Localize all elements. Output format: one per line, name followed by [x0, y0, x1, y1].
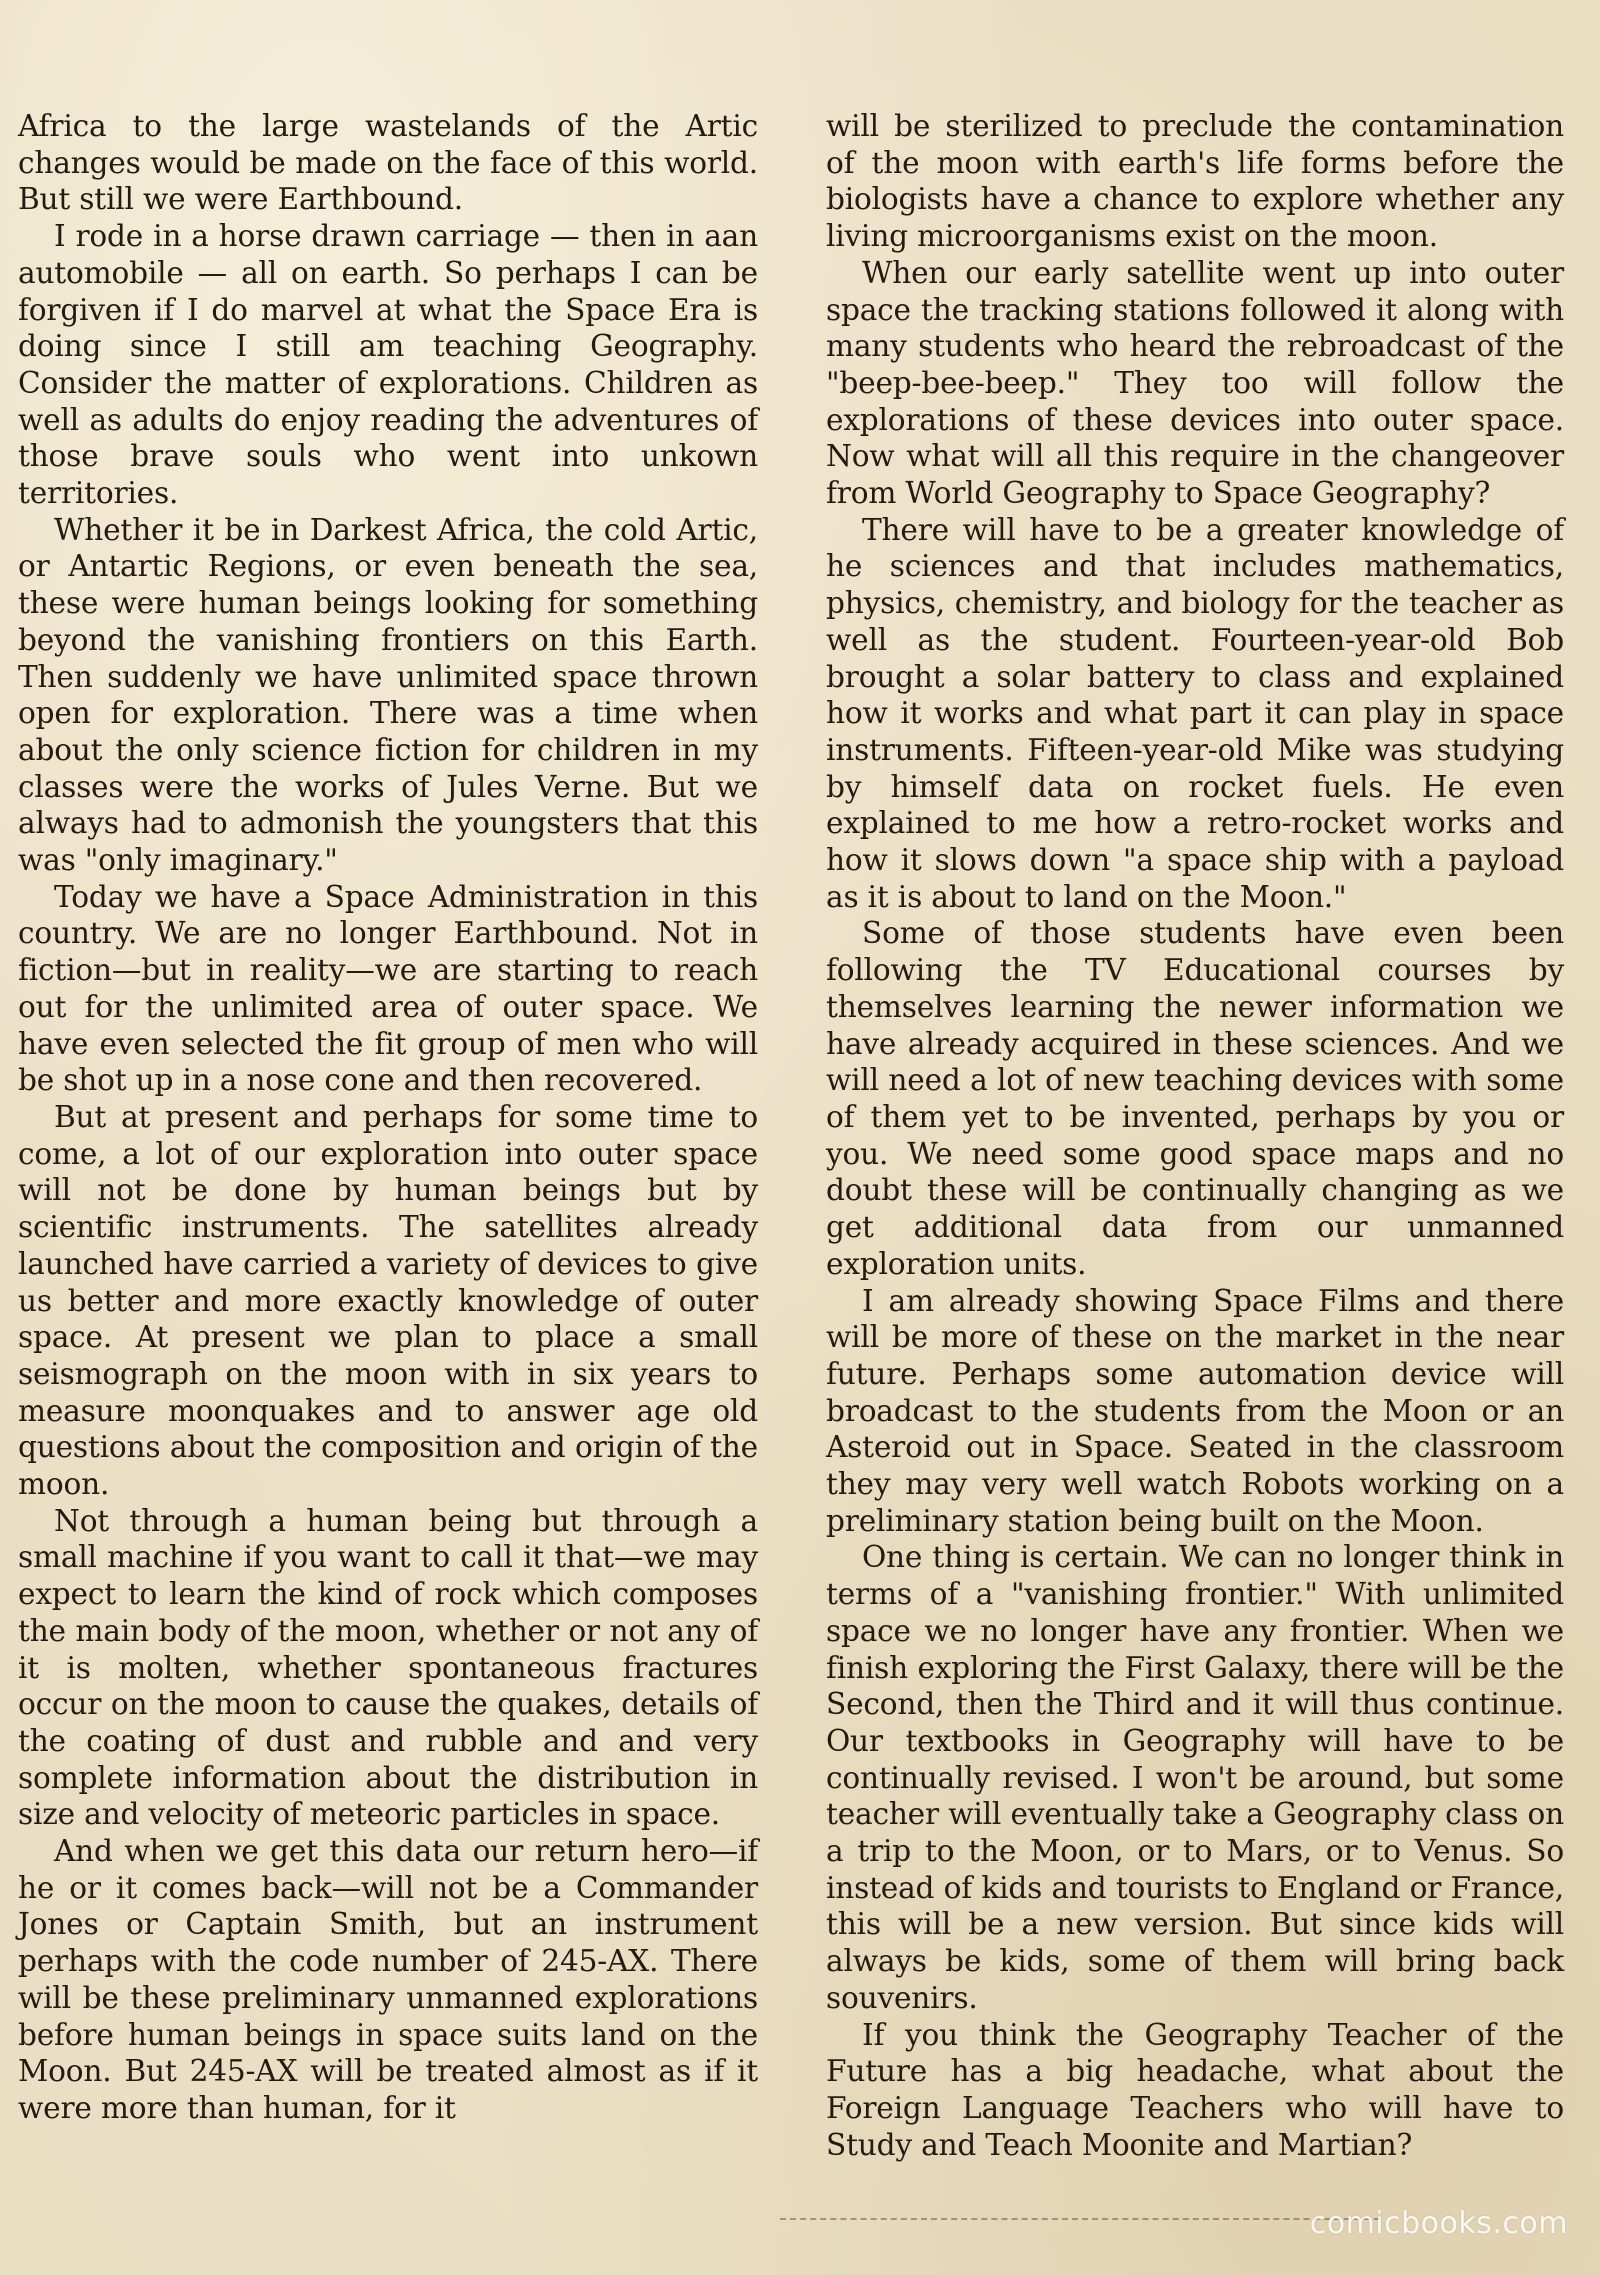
paragraph: When our early satellite went up into outer space the tracking stations followed it along with many students who heard the rebroadcast of the "beep-bee-beep." They too will follow the explorations of these devices into outer space. Now what will all this require in the changeover from World Geography to Space Geography?: [826, 255, 1564, 511]
paragraph: One thing is certain. We can no longer think in terms of a "vanishing frontier." With unlimited space we no longer have any frontier. When we finish exploring the First Galaxy, there will be the Second, then the Third and it will thus continue. Our textbooks in Geography will have to be continually revised. I won't be around, but some teacher will eventually take a Geography class on a trip to the Moon, or to Mars, or to Venus. So instead of kids and tourists to England or France, this will be a new version. But since kids will always be kids, some of them will bring back souvenirs.: [826, 1540, 1564, 2015]
paragraph: Whether it be in Darkest Africa, the cold Artic, or Antartic Regions, or even beneath the sea, these were human beings looking for something beyond the vanishing frontiers on this Earth. Then suddenly we have unlimited space thrown open for exploration. There was a time when about the only science fiction for children in my classes were the works of Jules Verne. But we always had to admonish the youngsters that this was "only imaginary.": [18, 512, 758, 878]
paragraph: There will have to be a greater knowledge of he sciences and that includes mathematics, physics, chemistry, and biology for the teacher as well as the student. Fourteen-year-old Bob brought a solar battery to class and explained how it works and what part it can play in space instruments. Fifteen-year-old Mike was studying by himself data on rocket fuels. He even explained to me how a retro-rocket works and how it slows down "a space ship with a payload as it is about to land on the Moon.": [826, 512, 1564, 914]
paragraph: Not through a human being but through a small machine if you want to call it that—we may expect to learn the kind of rock which composes the main body of the moon, whether or not any of it is molten, whether spontaneous fractures occur on the moon to cause the quakes, details of the coating of dust and rubble and and very somplete information about the distribution in size and velocity of meteoric particles in space.: [18, 1503, 758, 1832]
paragraph: I am already showing Space Films and there will be more of these on the market in the near future. Perhaps some automation device will broadcast to the students from the Moon or an Asteroid out in Space. Seated in the classroom they may very well watch Robots working on a preliminary station being built on the Moon.: [826, 1283, 1564, 1538]
bottom-divider: [780, 2218, 1380, 2220]
paragraph: will be sterilized to preclude the contamination of the moon with earth's life forms before the biologists have a chance to explore whether any living microorganisms exist on the moon.: [826, 109, 1564, 254]
paragraph: Today we have a Space Administration in this country. We are no longer Earthbound. Not in fiction—but in reality—we are starting to reach out for the unlimited area of outer space. We have even selected the fit group of men who will be shot up in a nose cone and then recovered.: [18, 879, 758, 1098]
paragraph: But at present and perhaps for some time to come, a lot of our exploration into outer space will not be done by human beings but by scientific instruments. The satellites already launched have carried a variety of devices to give us better and more exactly knowledge of outer space. At present we plan to place a small seismograph on the moon with in six years to measure moonquakes and to answer age old questions about the composition and origin of the moon.: [18, 1099, 758, 1502]
paragraph: I rode in a horse drawn carriage — then in aan automobile — all on earth. So perhaps I can be forgiven if I do marvel at what the Space Era is doing since I still am teaching Geography. Consider the matter of explorations. Children as well as adults do enjoy reading the adventures of those brave souls who went into unkown territories.: [18, 219, 758, 511]
left-text-column: [18, 108, 758, 2127]
paragraph: Some of those students have even been following the TV Educational courses by themselves learning the newer information we have already acquired in these sciences. And we will need a lot of new teaching devices with some of them yet to be invented, perhaps by you or you. We need some good space maps and no doubt these will be continually changing as we get additional data from our unmanned exploration units.: [826, 916, 1564, 1281]
paragraph: If you think the Geography Teacher of the Future has a big headache, what about the Foreign Language Teachers who will have to Study and Teach Moonite and Martian?: [826, 2017, 1564, 2162]
paragraph: Africa to the large wastelands of the Artic changes would be made on the face of this world. But still we were Earthbound.: [18, 109, 758, 217]
watermark: comicbooks.com: [1309, 2206, 1568, 2241]
paragraph: And when we get this data our return hero—if he or it comes back—will not be a Commander Jones or Captain Smith, but an instrument perhaps with the code number of 245-AX. There will be these preliminary unmanned explorations before human beings in space suits land on the Moon. But 245-AX will be treated almost as if it were more than human, for it: [18, 1834, 758, 2125]
right-text-column: [826, 108, 1564, 2163]
